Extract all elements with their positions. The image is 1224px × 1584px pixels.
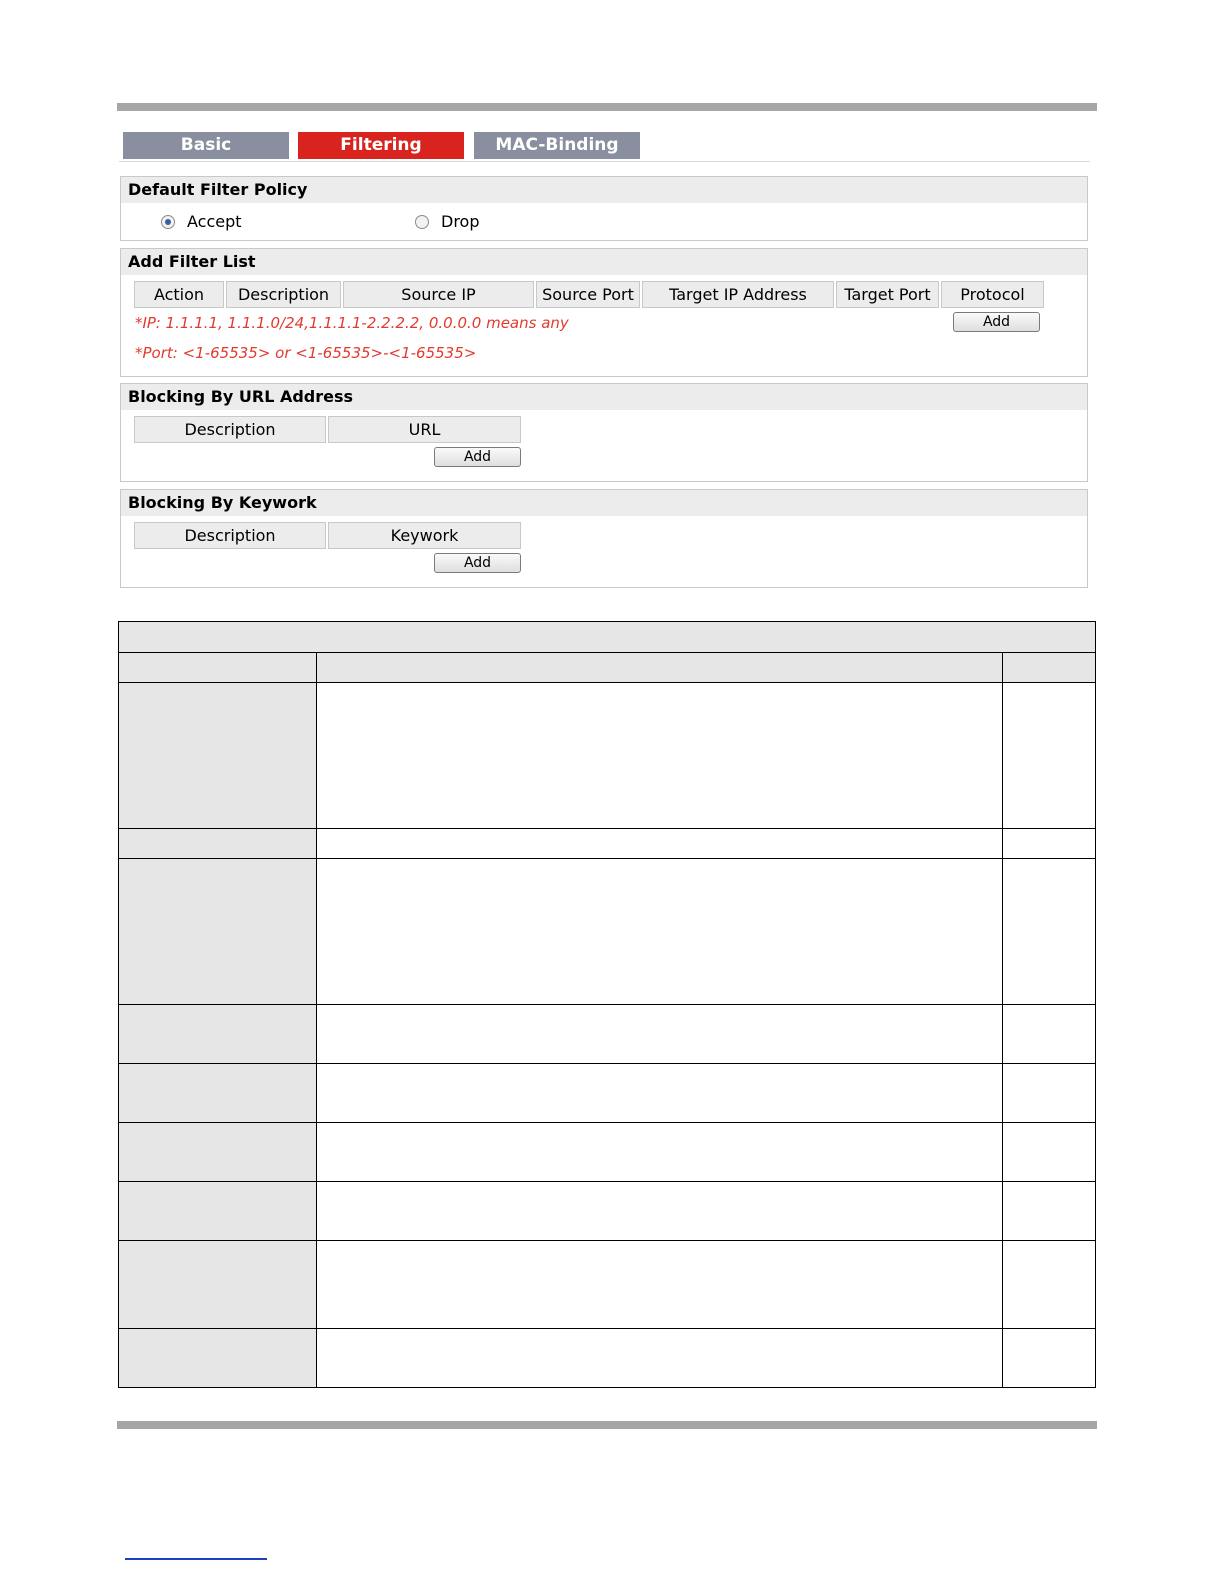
col-action: Action [134,281,224,308]
table-row [119,1182,1096,1241]
col-target-port: Target Port [836,281,939,308]
table-header-cell [119,653,317,683]
tab-basic[interactable]: Basic [123,132,289,159]
bottom-rule [117,1421,1097,1429]
table-cell [316,683,1002,829]
top-rule [117,103,1097,111]
table-cell [119,683,317,829]
accept-radio[interactable] [161,212,242,231]
table-title-row [119,622,1096,653]
default-filter-policy-panel [120,176,1088,241]
table-row [119,683,1096,829]
col-description: Description [134,416,326,443]
tab-filtering[interactable]: Filtering [298,132,464,159]
table-cell [119,829,317,859]
panel-title: Default Filter Policy [121,177,1087,203]
col-protocol: Protocol [941,281,1044,308]
table-cell [316,829,1002,859]
table-cell [1003,1005,1096,1064]
filter-table-header [134,281,1046,308]
table-cell [316,1182,1002,1241]
table-cell [316,1329,1002,1388]
table-cell [316,1241,1002,1329]
table-row [119,829,1096,859]
keyword-blocking-panel [120,489,1088,588]
keyword-table-header [134,522,523,549]
add-filter-list-panel [120,248,1088,377]
table-cell [1003,683,1096,829]
radio-selected-icon[interactable] [161,215,175,229]
table-cell [316,1064,1002,1123]
table-cell [119,1123,317,1182]
table-cell [119,1064,317,1123]
col-target-ip: Target IP Address [642,281,834,308]
table-cell [119,1241,317,1329]
table-cell [1003,1123,1096,1182]
table-row [119,1329,1096,1388]
table-cell [119,859,317,1005]
table-cell [316,1005,1002,1064]
add-filter-button[interactable]: Add [953,312,1040,332]
parameter-table [118,621,1096,1388]
table-header-cell [316,653,1002,683]
radio-unselected-icon[interactable] [415,215,429,229]
table-cell [119,1005,317,1064]
table-header-cell [1003,653,1096,683]
col-source-port: Source Port [536,281,640,308]
table-cell [1003,1329,1096,1388]
drop-radio[interactable] [415,212,480,231]
table-cell [1003,1064,1096,1123]
table-row [119,1241,1096,1329]
table-row [119,859,1096,1005]
table-row [119,1005,1096,1064]
table-cell [316,859,1002,1005]
table-cell [1003,1241,1096,1329]
table-title-cell [119,622,1096,653]
table-cell [1003,859,1096,1005]
table-header-row [119,653,1096,683]
url-table-header [134,416,523,443]
url-blocking-panel [120,383,1088,482]
radio-label: Accept [187,212,242,231]
panel-title: Blocking By Keywork [121,490,1087,516]
panel-title: Blocking By URL Address [121,384,1087,410]
table-cell [1003,1182,1096,1241]
col-keyword: Keywork [328,522,521,549]
add-url-button[interactable]: Add [434,447,521,467]
ip-format-note: *IP: 1.1.1.1, 1.1.1.0/24,1.1.1.1-2.2.2.2, 0.0.0.0 means any [135,314,569,332]
tabs-divider [119,161,1090,162]
panel-title: Add Filter List [121,249,1087,275]
add-keyword-button[interactable]: Add [434,553,521,573]
footer-link-underline[interactable] [125,1558,267,1560]
col-source-ip: Source IP [343,281,534,308]
tab-mac-binding[interactable]: MAC-Binding [474,132,640,159]
col-description: Description [226,281,341,308]
col-url: URL [328,416,521,443]
table-cell [119,1182,317,1241]
port-format-note: *Port: <1-65535> or <1-65535>-<1-65535> [135,344,477,362]
table-cell [119,1329,317,1388]
table-cell [316,1123,1002,1182]
table-row [119,1064,1096,1123]
table-row [119,1123,1096,1182]
table-cell [1003,829,1096,859]
radio-label: Drop [441,212,480,231]
col-description: Description [134,522,326,549]
